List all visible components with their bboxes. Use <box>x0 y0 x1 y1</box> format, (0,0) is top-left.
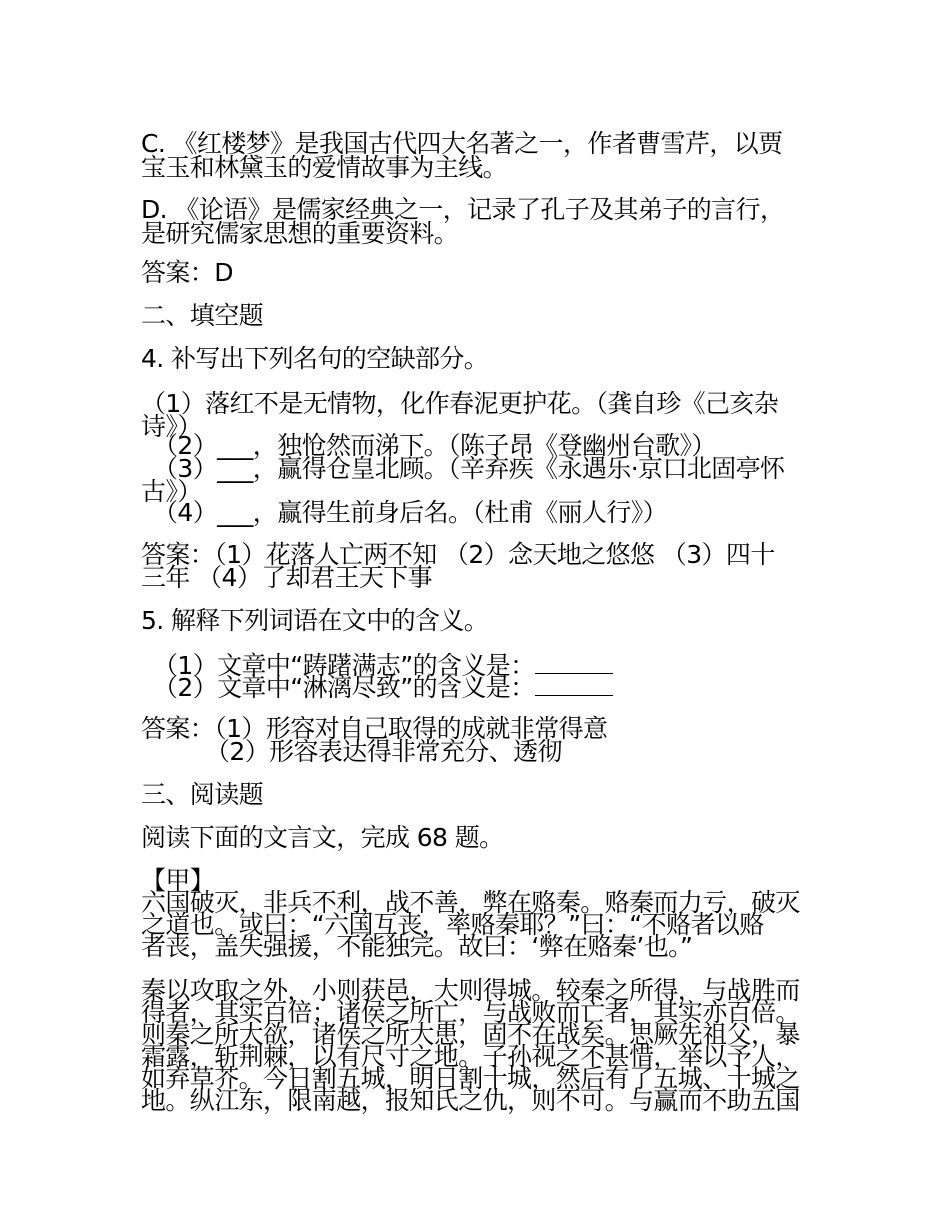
passage-para2-line3: 则秦之所大欲，诸侯之所大患，固不在战矣。思厥先祖父，暴 <box>141 1020 800 1049</box>
option-c-line1: C. 《红楼梦》是我国古代四大名著之一，作者曹雪芹，以贾 <box>141 129 783 158</box>
passage-para1-line3: 者丧，盖失强援，不能独完。故曰：‘弊在赂秦’也。” <box>141 932 693 961</box>
q5-item2-text: （2）文章中“淋漓尽致”的含义是： <box>153 673 535 702</box>
passage-para1-line2: 之道也。或曰：“六国互丧，率赂秦耶？”曰：“不赂者以赂 <box>141 910 764 939</box>
q4-item3-line1: （3）___，赢得仓皇北顾。（辛弃疾《永遇乐·京口北固亭怀 <box>153 454 785 483</box>
passage-para2-line6: 地。纵江东，限南越，报知氏之仇，则不可。与赢而不助五国 <box>141 1086 800 1115</box>
q4-item3-line2: 古》） <box>141 477 202 506</box>
q5-item1-text: （1）文章中“踌躇满志”的含义是： <box>153 651 535 680</box>
passage-para2-line4: 霜露，斩荆棘，以有尺寸之地。子孙视之不甚惜，举以予人， <box>141 1042 800 1071</box>
q4-item4: （4）___，赢得生前身后名。（杜甫《丽人行》） <box>153 498 668 527</box>
passage-label: 【甲】 <box>141 866 215 895</box>
passage-para2-line1: 秦以攻取之外，小则获邑，大则得城。较秦之所得，与战胜而 <box>141 976 800 1005</box>
q5-answer-line2: （2）形容表达得非常充分、透彻 <box>205 737 562 766</box>
option-d-line2: 是研究儒家思想的重要资料。 <box>141 219 459 248</box>
q5-item2 <box>153 675 613 701</box>
reading-intro: 阅读下面的文言文，完成 68 题。 <box>141 823 504 852</box>
answer-blank <box>535 675 613 696</box>
q4-item1-line1: （1）落红不是无情物，化作春泥更护花。（龚自珍《己亥杂 <box>141 389 779 418</box>
q5-answer-line1: 答案：（1）形容对自己取得的成就非常得意 <box>141 714 608 743</box>
q5-stem: 5. 解释下列词语在文中的含义。 <box>141 606 489 635</box>
q4-answer-line2: 三年 （4）了却君王天下事 <box>141 563 433 592</box>
q4-item1-line2: 诗》） <box>141 412 202 441</box>
answer-blank <box>535 653 613 674</box>
q4-answer-line1: 答案：（1）花落人亡两不知 （2）念天地之悠悠 （3）四十 <box>141 540 775 569</box>
option-c-line2: 宝玉和林黛玉的爱情故事为主线。 <box>141 153 508 182</box>
option-d-line1: D. 《论语》是儒家经典之一，记录了孔子及其弟子的言行， <box>141 195 785 224</box>
q4-stem: 4. 补写出下列名句的空缺部分。 <box>141 344 489 373</box>
passage-para2-line2: 得者，其实百倍；诸侯之所亡，与战败而亡者，其实亦百倍。 <box>141 998 800 1027</box>
section-2-heading: 二、填空题 <box>141 301 264 330</box>
passage-para2-line5: 如弃草芥。今日割五城，明日割十城，然后有了五城、十城之 <box>141 1064 800 1093</box>
q4-item2: （2）___，独怆然而涕下。（陈子昂《登幽州台歌》） <box>153 431 716 460</box>
section-3-heading: 三、阅读题 <box>141 780 264 809</box>
answer-q3: 答案：D <box>141 258 233 287</box>
passage-para1-line1: 六国破灭，非兵不利，战不善，弊在赂秦。赂秦而力亏，破灭 <box>141 888 800 917</box>
